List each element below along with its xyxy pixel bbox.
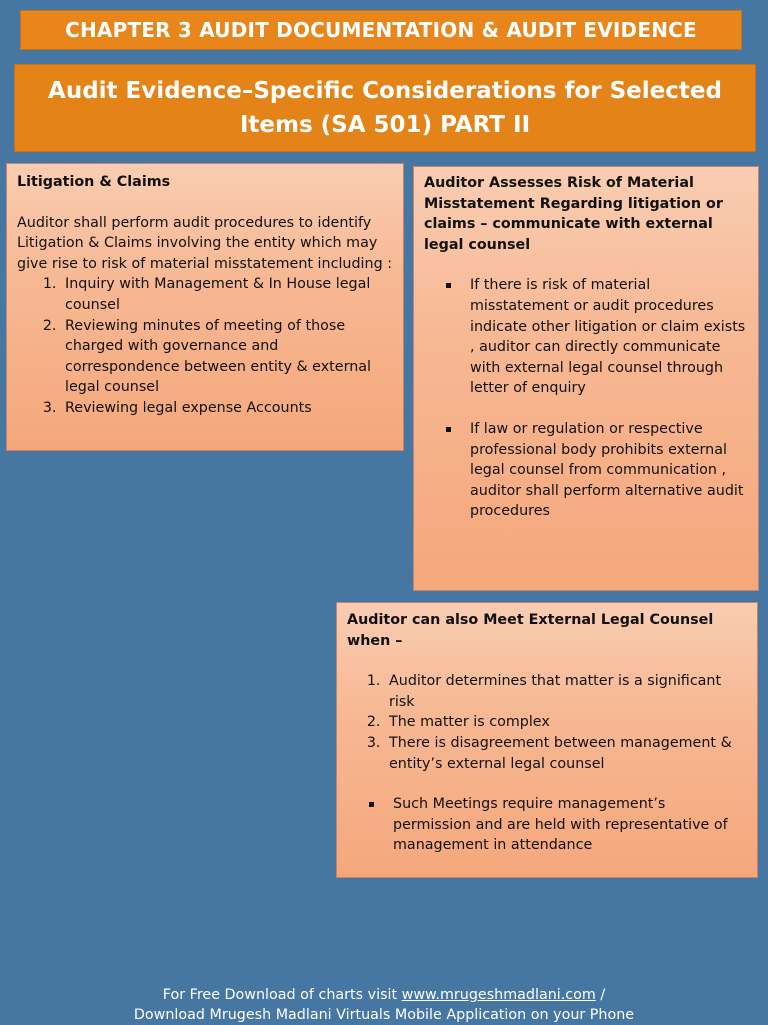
- risk-assessment-box: [413, 166, 759, 591]
- litigation-claims-box: [6, 163, 404, 451]
- meet-conditions-list: [347, 671, 747, 774]
- risk-assessment-heading: Auditor Assesses Risk of Material Misstatement Regarding litigation or claims – communicate with external legal counsel: [424, 175, 723, 253]
- footer-line-1: For Free Download of charts visit www.mrugeshmadlani.com /: [162, 987, 606, 1003]
- list-item: 3. There is disagreement between management & entity’s external legal counsel: [385, 733, 747, 774]
- meet-counsel-heading: Auditor can also Meet External Legal Counsel when –: [347, 612, 714, 649]
- page-title: Audit Evidence–Specific Considerations for Selected Items (SA 501) PART II: [48, 78, 722, 138]
- risk-bullet-list: [424, 275, 748, 522]
- bullet-text: If law or regulation or respective professional body prohibits external legal counsel from communication , auditor shall perform alternative audit procedures: [470, 420, 744, 520]
- list-item: 1. Auditor determines that matter is a significant risk: [385, 671, 747, 712]
- meeting-note-list: [347, 794, 747, 856]
- bullet-text: If there is risk of material misstatement or audit procedures indicate other litigation or claim exists , auditor can directly communicate with external legal counsel through letter of enquiry: [470, 277, 746, 397]
- chapter-title: CHAPTER 3 AUDIT DOCUMENTATION & AUDIT EVIDENCE: [65, 18, 697, 42]
- list-item: 2. The matter is complex: [385, 712, 747, 733]
- list-item: [393, 794, 747, 856]
- footer-line-2: Download Mrugesh Madlani Virtuals Mobile Application on your Phone: [133, 1007, 635, 1023]
- title-banner: [14, 64, 756, 152]
- square-bullet-icon: [369, 802, 374, 807]
- meet-counsel-box: [336, 602, 758, 878]
- list-item: [470, 275, 748, 399]
- list-item: 3. Reviewing legal expense Accounts: [61, 398, 393, 419]
- litigation-procedures-list: [17, 274, 393, 418]
- website-link[interactable]: www.mrugeshmadlani.com: [401, 987, 596, 1003]
- list-item: 1. Inquiry with Management & In House legal counsel: [61, 274, 393, 315]
- square-bullet-icon: [446, 427, 451, 432]
- list-item: [470, 419, 748, 522]
- litigation-heading: Litigation & Claims: [17, 174, 171, 190]
- litigation-intro: Auditor shall perform audit procedures to identify Litigation & Claims involving the entity which may give rise to risk of material misstatement including :: [17, 214, 393, 272]
- meeting-note: Such Meetings require management’s permission and are held with representative of management in attendance: [393, 796, 728, 854]
- chapter-banner: [20, 10, 742, 50]
- list-item: 2. Reviewing minutes of meeting of those charged with governance and correspondence between entity & external legal counsel: [61, 316, 393, 398]
- square-bullet-icon: [446, 283, 451, 288]
